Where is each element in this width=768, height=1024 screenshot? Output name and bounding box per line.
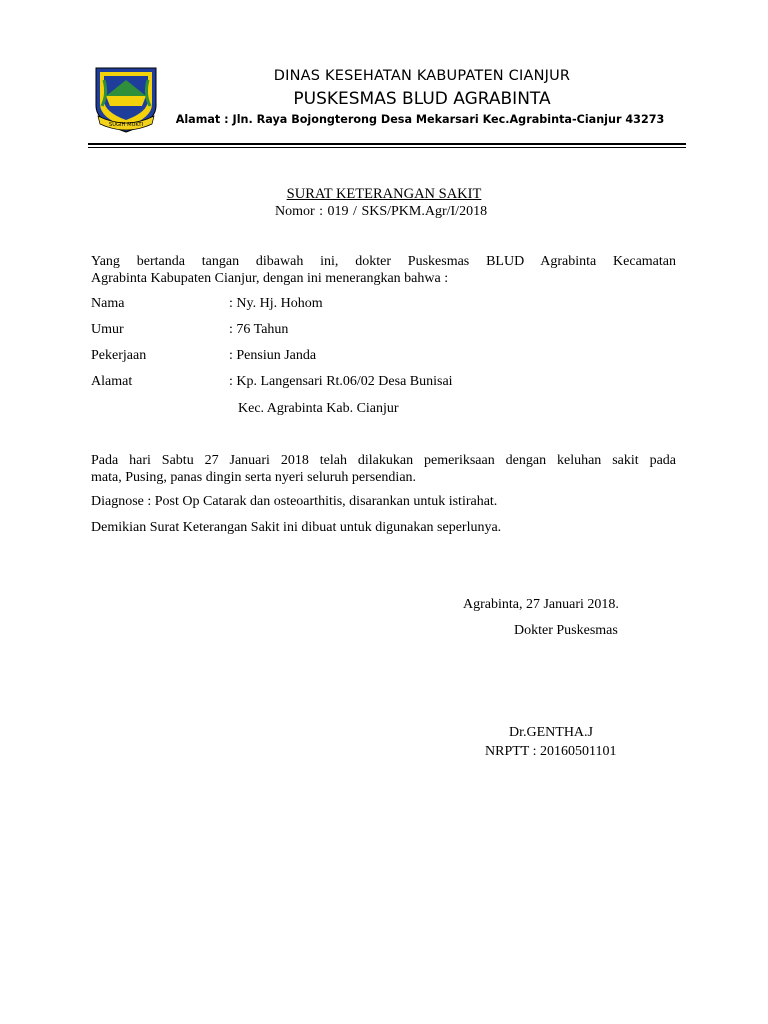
field-label-alamat: Alamat xyxy=(91,374,133,389)
institution-address: Alamat : Jln. Raya Bojongterong Desa Mekarsari Kec.Agrabinta-Cianjur 43273 xyxy=(175,113,665,126)
signer-nrptt: NRPTT : 20160501101 xyxy=(485,744,617,759)
closing-text: Demikian Surat Keterangan Sakit ini dibuat untuk digunakan seperlunya. xyxy=(91,520,502,535)
exam-paragraph xyxy=(91,452,676,486)
letter-title: SURAT KETERANGAN SAKIT xyxy=(286,186,482,202)
field-value-alamat: : Kp. Langensari Rt.06/02 Desa Bunisai xyxy=(229,374,453,389)
field-label-umur: Umur xyxy=(91,322,124,337)
signer-name: Dr.GENTHA.J xyxy=(509,725,593,740)
letterhead-rule-thin xyxy=(88,147,686,148)
logo-motto: SUGIH MUKTI xyxy=(108,122,144,128)
letter-number: Nomor : 019 / SKS/PKM.Agr/I/2018 xyxy=(275,204,488,219)
field-value-pekerjaan: : Pensiun Janda xyxy=(229,348,317,363)
intro-paragraph xyxy=(91,253,676,287)
field-value-alamat-cont: Kec. Agrabinta Kab. Cianjur xyxy=(238,401,399,416)
signer-role: Dokter Puskesmas xyxy=(514,623,618,638)
institution-name: PUSKESMAS BLUD AGRABINTA xyxy=(293,89,551,109)
agency-name: DINAS KESEHATAN KABUPATEN CIANJUR xyxy=(273,68,571,84)
intro-line-2: Agrabinta Kabupaten Cianjur, dengan ini menerangkan bahwa : xyxy=(91,271,449,286)
field-value-umur: : 76 Tahun xyxy=(229,322,289,337)
field-label-pekerjaan: Pekerjaan xyxy=(91,348,147,363)
diagnosis-text: Diagnose : Post Op Catarak dan osteoarthitis, disarankan untuk istirahat. xyxy=(91,494,498,509)
intro-line-1: Yang bertanda tangan dibawah ini, dokter Puskesmas BLUD Agrabinta Kecamatan xyxy=(91,254,676,269)
exam-line-2: mata, Pusing, panas dingin serta nyeri seluruh persendian. xyxy=(91,470,417,485)
letterhead-rule-thick xyxy=(88,143,686,145)
exam-line-1: Pada hari Sabtu 27 Januari 2018 telah dilakukan pemeriksaan dengan keluhan sakit pada xyxy=(91,453,676,468)
field-label-nama: Nama xyxy=(91,296,125,311)
field-value-nama: : Ny. Hj. Hohom xyxy=(229,296,323,311)
place-date: Agrabinta, 27 Januari 2018. xyxy=(463,597,619,612)
